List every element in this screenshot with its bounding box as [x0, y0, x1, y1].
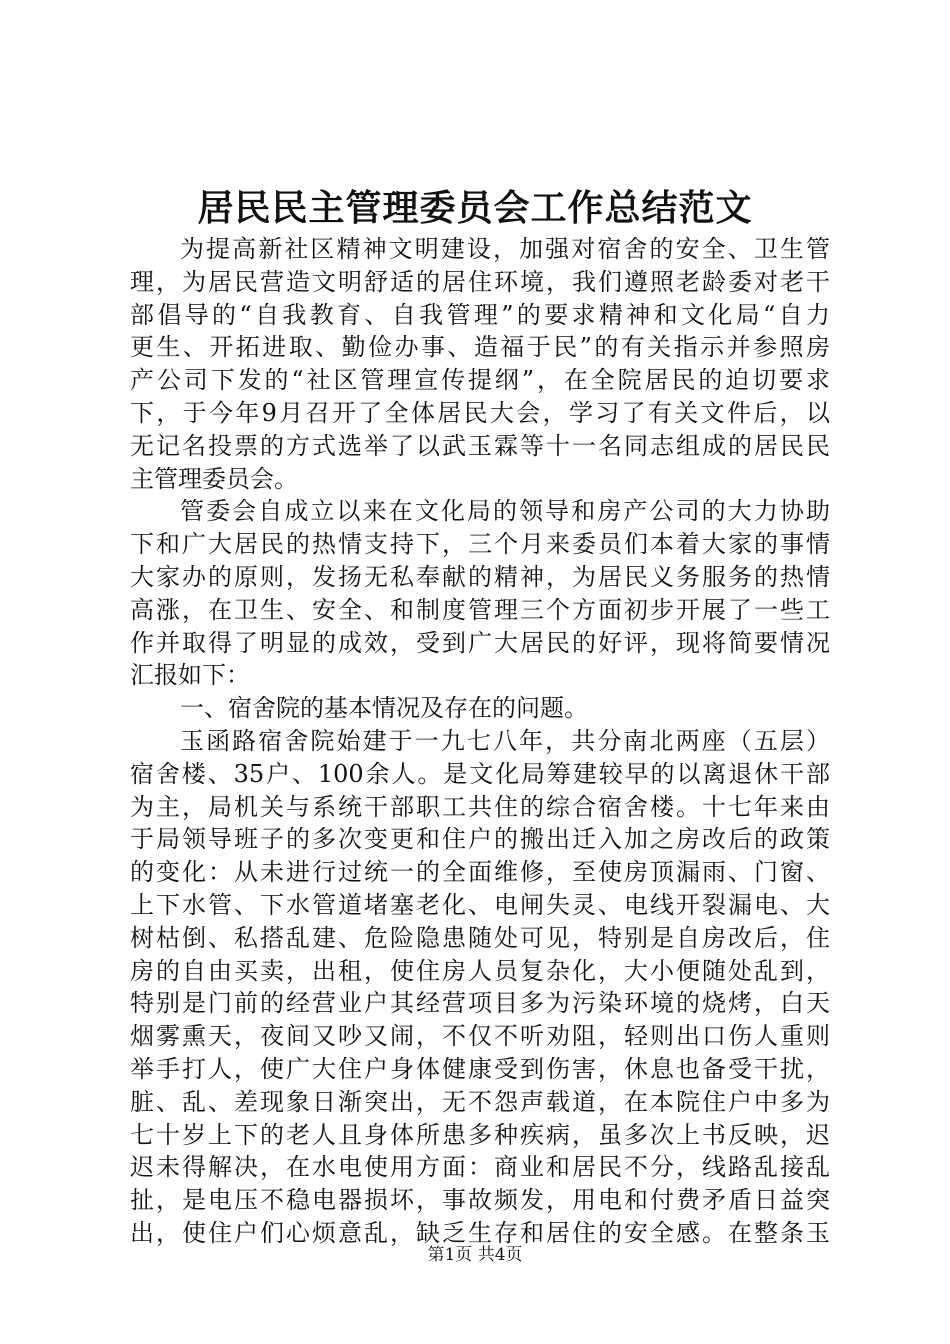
paragraph-line: 特别是门前的经营业户其经营项目多为污染环境的烧烤，白天: [130, 989, 830, 1018]
paragraph-line: 作并取得了明显的成效，受到广大居民的好评，现将简要情况: [130, 628, 830, 657]
paragraph-line: 为提高新社区精神文明建设，加强对宿舍的安全、卫生管: [180, 235, 830, 263]
paragraph-line: 烟雾熏天，夜间又吵又闹，不仅不听劝阻，轻则出口伤人重则: [130, 1022, 830, 1051]
paragraph-line: 更生、开拓进取、勤俭办事、造福于民”的有关指示并参照房: [130, 333, 830, 362]
paragraph-line: 高涨，在卫生、安全、和制度管理三个方面初步开展了一些工: [130, 595, 830, 624]
paragraph-line: 无记名投票的方式选举了以武玉霖等十一名同志组成的居民民: [130, 431, 830, 460]
paragraph-line: 房的自由买卖，出租，使住房人员复杂化，大小便随处乱到，: [130, 956, 830, 985]
paragraph-line: 出，使住户们心烦意乱，缺乏生存和居住的安全感。在整条玉: [130, 1218, 830, 1247]
paragraph-line: 七十岁上下的老人且身体所患多种疾病，虽多次上书反映，迟: [130, 1120, 830, 1149]
section-heading: 一、宿舍院的基本情况及存在的问题。: [180, 694, 588, 723]
paragraph-line: 下，于今年9月召开了全体居民大会，学习了有关文件后，以: [130, 398, 830, 427]
paragraph-line: 玉函路宿舍院始建于一九七八年，共分南北两座（五层）: [180, 726, 830, 755]
paragraph-line: 宿舍楼、35户、100余人。是文化局筹建较早的以离退休干部: [130, 759, 830, 788]
paragraph-line: 扯，是电压不稳电器损坏，事故频发，用电和付费矛盾日益突: [130, 1186, 830, 1215]
paragraph-line: 产公司下发的“社区管理宣传提纲”，在全院居民的迫切要求: [130, 366, 830, 395]
paragraph-line: 举手打人，使广大住户身体健康受到伤害，休息也备受干扰，: [130, 1054, 830, 1083]
paragraph-line: 上下水管、下水管道堵塞老化、电闸失灵、电线开裂漏电、大: [130, 890, 830, 919]
page-footer: 第1页 共4页: [427, 1245, 523, 1265]
document-body: [130, 233, 830, 1250]
paragraph-line: 的变化：从未进行过统一的全面维修，至使房顶漏雨、门窗、: [130, 858, 830, 887]
paragraph-line: 于局领导班子的多次变更和住户的搬出迁入加之房改后的政策: [130, 825, 830, 854]
paragraph-line: 汇报如下：: [130, 661, 250, 690]
paragraph-line: 树枯倒、私搭乱建、危险隐患随处可见，特别是自房改后，住: [130, 923, 830, 952]
paragraph-line: 迟未得解决，在水电使用方面：商业和居民不分，线路乱接乱: [130, 1153, 830, 1182]
paragraph-line: 下和广大居民的热情支持下，三个月来委员们本着大家的事情: [130, 530, 830, 559]
paragraph-line: 管委会自成立以来在文化局的领导和房产公司的大力协助: [180, 497, 830, 526]
paragraph-line: 主管理委员会。: [130, 464, 298, 493]
paragraph-line: 部倡导的“自我教育、自我管理”的要求精神和文化局“自力: [130, 300, 830, 329]
paragraph-line: 理，为居民营造文明舒适的居住环境，我们遵照老龄委对老干: [130, 267, 830, 296]
document-title: 居民民主管理委员会工作总结范文: [197, 187, 753, 229]
paragraph-line: 脏、乱、差现象日渐突出，无不怨声载道，在本院住户中多为: [130, 1087, 830, 1116]
paragraph-line: 大家办的原则，发扬无私奉献的精神，为居民义务服务的热情: [130, 562, 830, 591]
paragraph-line: 为主，局机关与系统干部职工共住的综合宿舍楼。十七年来由: [130, 792, 830, 821]
